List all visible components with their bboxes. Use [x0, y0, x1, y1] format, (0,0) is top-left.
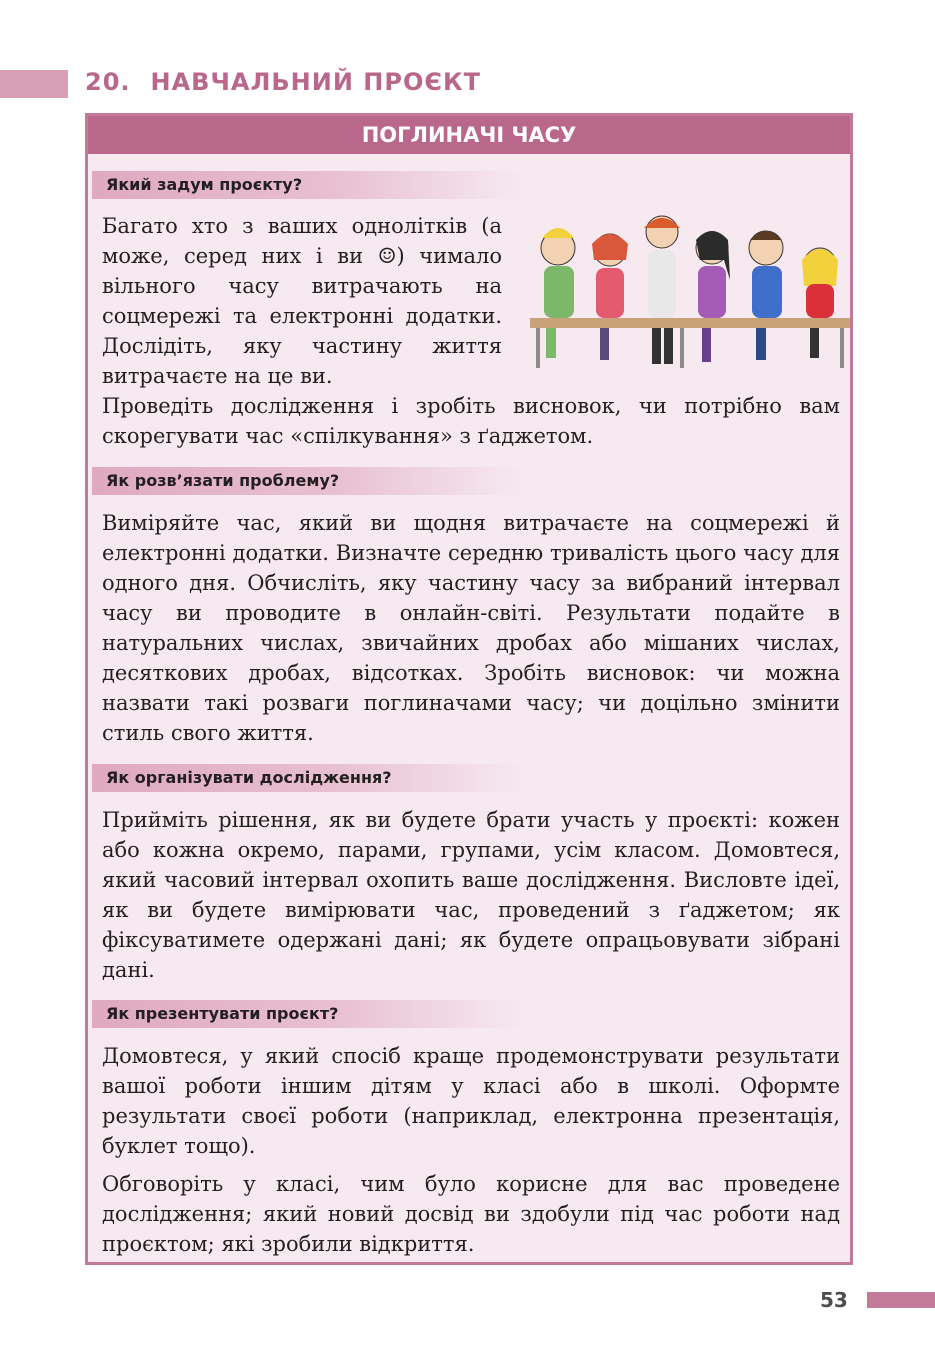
chapter-accent-bar [0, 70, 68, 98]
chapter-title [85, 68, 481, 96]
child-hair [592, 234, 628, 260]
child-body [544, 266, 574, 318]
section-present-text-2: Обговоріть у класі, чим було корисне для вас проведене дослідження; який новий досвід ви здобули під час роботи над проєктом; які зробили відкриття. [102, 1172, 840, 1256]
child-hair [802, 249, 838, 286]
child-body [596, 268, 624, 318]
child-body [806, 284, 834, 318]
desk-leg [840, 328, 844, 368]
child-body [698, 266, 726, 318]
section-present-text-1: Домовтеся, у який спосіб краще продемонструвати результати вашої роботи іншим дітям у класі або в школі. Оформте результати своєї роботи (наприклад, електронна презентація, буклет тощо). [102, 1044, 840, 1158]
section-heading-idea: Який задум проєкту? [92, 171, 522, 199]
children-illustration [530, 210, 850, 370]
desk-top [530, 318, 850, 328]
chapter-number: 20. [85, 68, 131, 96]
frame-title: ПОГЛИНАЧІ ЧАСУ [88, 116, 850, 154]
desk-leg [680, 328, 684, 368]
footer-accent-bar [867, 1292, 935, 1308]
section-heading-solve: Як розв’язати проблему? [92, 467, 522, 495]
chapter-heading: НАВЧАЛЬНИЙ ПРОЄКТ [150, 68, 481, 96]
section-idea-text-2: Проведіть дослідження і зробіть висновок, чи потрібно вам скорегувати час «спілкування» з ґаджетом. [102, 394, 840, 448]
section-heading-organize: Як організувати дослідження? [92, 764, 522, 792]
project-frame [85, 113, 853, 1265]
page-number: 53 [820, 1288, 848, 1312]
section-solve-text: Виміряйте час, який ви щодня витрачаєте на соцмережі й електронні додатки. Визначте середню тривалість цього часу для одного дня. Обчисліть, яку частину часу за вибраний інтервал часу ви проводите в онлайн-світі. Результати подайте в натуральних числах, звичайних дробах або мішаних числах, десяткових дробах, відсотках. Зробіть висновок: чи можна назвати такі розваги поглиначами часу; чи доцільно змінити стиль свого життя. [102, 511, 840, 745]
child-body [648, 250, 676, 318]
child-hair [750, 231, 782, 240]
child-hair [644, 218, 680, 228]
section-heading-present: Як презентувати проєкт? [92, 1000, 522, 1028]
section-idea-text-1: Багато хто з ваших однолітків (а може, серед них і ви ☺) чимало вільного часу витрачають на соцмережі та електронні додатки. Дослідіть, яку частину життя витрачаєте на це ви. [102, 214, 502, 388]
desk-leg [536, 328, 540, 368]
section-organize-text: Прийміть рішення, як ви будете брати участь у проєкті: кожен або кожна окремо, парами, групами, усім класом. Домовтеся, який часовий інтервал охопить ваше дослідження. Висловте ідеї, як ви будете вимірювати час, проведений з ґаджетом; як фіксуватимете одержані дані; як будете опрацьовувати зібрані дані. [102, 808, 840, 982]
child-hair [542, 228, 574, 238]
child-body [752, 266, 782, 318]
